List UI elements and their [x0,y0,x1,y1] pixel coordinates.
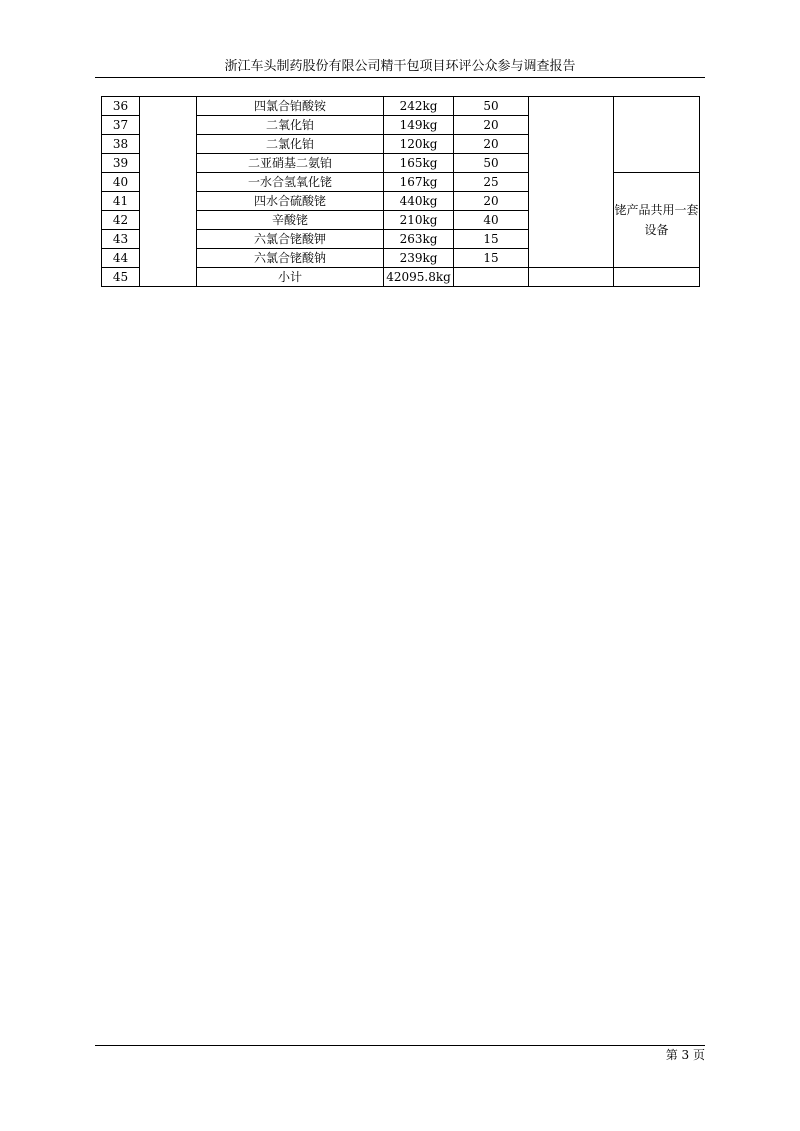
product-amount: 263kg [384,230,454,249]
product-name: 四氯合铂酸铵 [197,97,384,116]
subtotal-label: 小计 [197,268,384,287]
subtotal-count [454,268,529,287]
subtotal-equipment [529,268,614,287]
product-name: 二氧化铂 [197,116,384,135]
platinum-note-cell [614,97,700,173]
product-name: 二氯化铂 [197,135,384,154]
product-count: 20 [454,192,529,211]
row-number: 45 [102,268,140,287]
product-name: 辛酸铑 [197,211,384,230]
row-number: 38 [102,135,140,154]
product-amount: 242kg [384,97,454,116]
subtotal-amount: 42095.8kg [384,268,454,287]
product-count: 50 [454,97,529,116]
product-name: 六氯合铑酸钠 [197,249,384,268]
product-amount: 239kg [384,249,454,268]
row-number: 41 [102,192,140,211]
product-amount: 167kg [384,173,454,192]
page-number: 第 3 页 [665,1048,705,1062]
product-count: 15 [454,230,529,249]
product-count: 40 [454,211,529,230]
product-amount: 149kg [384,116,454,135]
row-number: 40 [102,173,140,192]
header-rule [95,77,705,78]
equipment-cell [529,97,614,268]
product-amount: 165kg [384,154,454,173]
footer-rule [95,1045,705,1046]
product-table [101,96,700,287]
product-amount: 120kg [384,135,454,154]
product-count: 50 [454,154,529,173]
table-row [102,97,700,116]
product-count: 25 [454,173,529,192]
row-number: 36 [102,97,140,116]
product-name: 二亚硝基二氨铂 [197,154,384,173]
product-name: 六氯合铑酸钾 [197,230,384,249]
product-amount: 440kg [384,192,454,211]
subtotal-note [614,268,700,287]
product-count: 20 [454,116,529,135]
product-name: 四水合硫酸铑 [197,192,384,211]
product-count: 20 [454,135,529,154]
product-name: 一水合氢氧化铑 [197,173,384,192]
rhodium-note: 铑产品共用一套设备 [614,173,700,268]
category-cell [140,97,197,287]
row-number: 39 [102,154,140,173]
row-number: 43 [102,230,140,249]
row-number: 44 [102,249,140,268]
row-number: 42 [102,211,140,230]
row-number: 37 [102,116,140,135]
product-count: 15 [454,249,529,268]
page-header: 浙江车头制药股份有限公司精干包项目环评公众参与调查报告 [224,59,576,74]
product-amount: 210kg [384,211,454,230]
